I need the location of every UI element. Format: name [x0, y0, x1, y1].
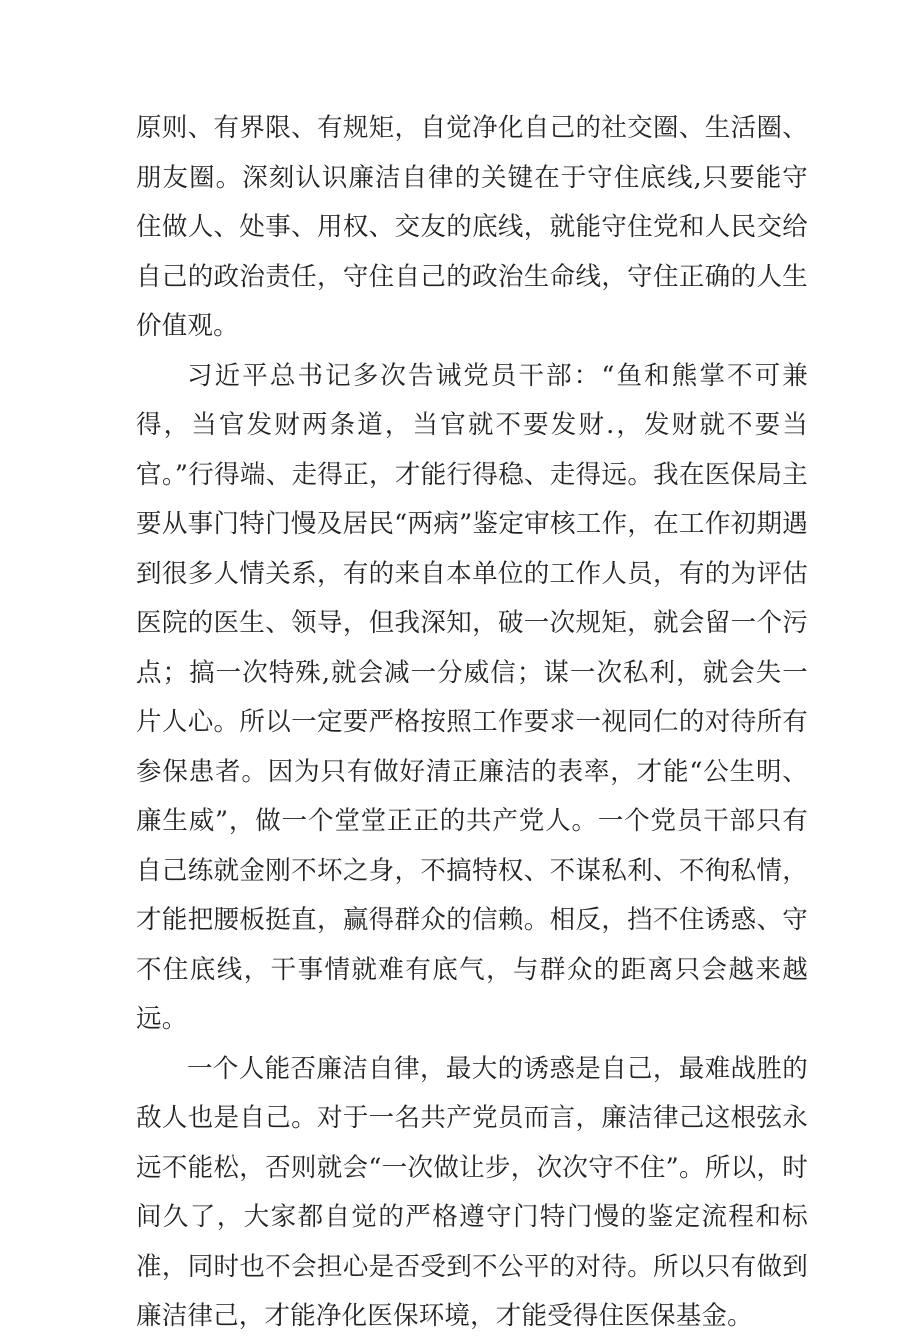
- paragraph-xi-jinping-warning: 习近平总书记多次告诫党员干部：“鱼和熊掌不可兼得，当官发财两条道，当官就不要发财.，发财就不要当官。”行得端、走得正，才能行得稳、走得远。我在医保局主要从事门特门慢及居民“两病”鉴定审核工作，在工作初期遇到很多人情关系，有的来自本单位的工作人员，有的为评估医院的医生、领导，但我深知，破一次规矩，就会留一个污点；搞一次特殊,就会减一分威信；谋一次私利，就会失一片人心。所以一定要严格按照工作要求一视同仁的对待所有参保患者。因为只有做好清正廉洁的表率，才能“公生明、廉生威”，做一个堂堂正正的共产党人。一个党员干部只有自己练就金刚不坏之身，不搞特权、不谋私利、不徇私情，才能把腰板挺直，赢得群众的信赖。相反，挡不住诱惑、守不住底线，干事情就难有底气，与群众的距离只会越来越远。: [136, 360, 808, 1034]
- paragraph-self-discipline: 一个人能否廉洁自律，最大的诱惑是自己，最难战胜的敌人也是自己。对于一名共产党员而言，廉洁律己这根弦永远不能松，否则就会“一次做让步，次次守不住”。所以，时间久了，大家都自觉的严格遵守门特门慢的鉴定流程和标准，同时也不会担心是否受到不公平的对待。所以只有做到廉洁律己，才能净化医保环境，才能受得住医保基金。: [136, 1053, 808, 1331]
- paragraph-continuation: 原则、有界限、有规矩，自觉净化自己的社交圈、生活圈、朋友圈。深刻认识廉洁自律的关键在于守住底线,只要能守住做人、处事、用权、交友的底线，就能守住党和人民交给自己的政治责任，守住自己的政治生命线，守住正确的人生价值观。: [136, 113, 808, 341]
- document-body: [136, 104, 808, 1342]
